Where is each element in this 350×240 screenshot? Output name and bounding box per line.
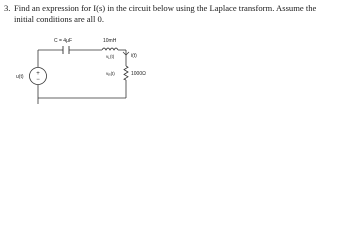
source-minus-sign: − — [36, 77, 40, 83]
resistor-symbol — [124, 66, 128, 80]
question-line-1: Find an expression for I(s) in the circuit below using the Laplace transform. Assume the — [14, 3, 317, 13]
capacitor-label: C = 4μF — [54, 38, 73, 44]
circuit-diagram — [0, 0, 350, 111]
resistor-label: 1000Ω — [131, 71, 146, 77]
inductor-symbol — [102, 48, 118, 50]
resistor-voltage-label: $v_R(t)$ — [106, 71, 115, 77]
question-line-2: initial conditions are all 0. — [14, 13, 104, 24]
current-label: i(t) — [131, 53, 137, 59]
capacitor-symbol — [63, 46, 69, 54]
inductor-label: 10mH — [103, 38, 117, 44]
source-plus-sign: + — [36, 71, 40, 77]
question-number: 3. — [4, 3, 11, 13]
source-label: u(t) — [16, 74, 24, 80]
inductor-voltage-label: $v_L(t)$ — [106, 54, 115, 60]
